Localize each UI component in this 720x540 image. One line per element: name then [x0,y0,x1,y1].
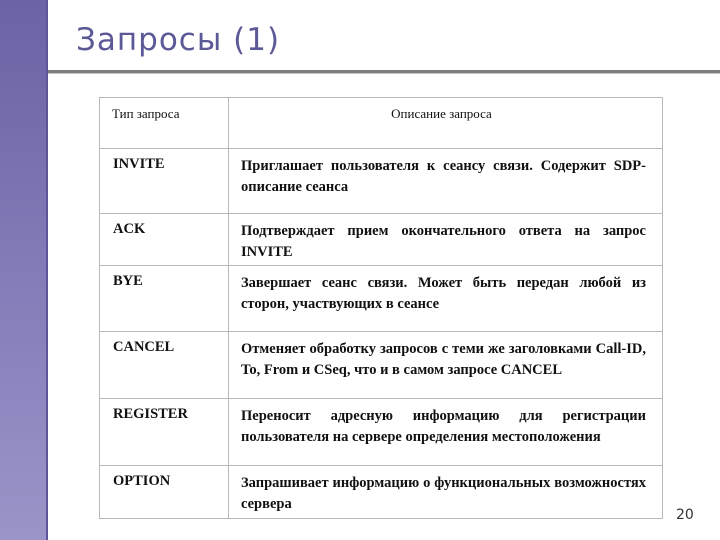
table-row [100,332,663,399]
request-type-cell: REGISTER [100,399,229,466]
page-number: 20 [676,507,694,523]
decorative-sidebar [0,0,48,540]
request-type-cell: INVITE [100,149,229,214]
request-description-cell: Подтверждает прием окончательного ответа на запрос INVITE [229,214,663,266]
request-description-cell: Переносит адресную информацию для регистрации пользователя на сервере определения местоположения [229,399,663,466]
request-type-cell: OPTION [100,466,229,519]
requests-table [99,97,663,519]
table-row [100,149,663,214]
column-header-request-type: Тип запроса [100,98,229,149]
table-row [100,466,663,519]
page-title: Запросы (1) [76,22,281,58]
table-row [100,399,663,466]
table-header-row [100,98,663,149]
request-description-cell: Отменяет обработку запросов с теми же заголовками Call-ID, To, From и CSeq, что и в самом запросе CANCEL [229,332,663,399]
column-header-request-description: Описание запроса [229,98,663,149]
request-description-cell: Приглашает пользователя к сеансу связи. Содержит SDP-описание сеанса [229,149,663,214]
table-row [100,266,663,332]
request-description-cell: Запрашивает информацию о функциональных возможностях сервера [229,466,663,519]
request-description-cell: Завершает сеанс связи. Может быть передан любой из сторон, участвующих в сеансе [229,266,663,332]
request-type-cell: ACK [100,214,229,266]
request-type-cell: BYE [100,266,229,332]
request-type-cell: CANCEL [100,332,229,399]
table-row [100,214,663,266]
title-divider [48,70,720,73]
